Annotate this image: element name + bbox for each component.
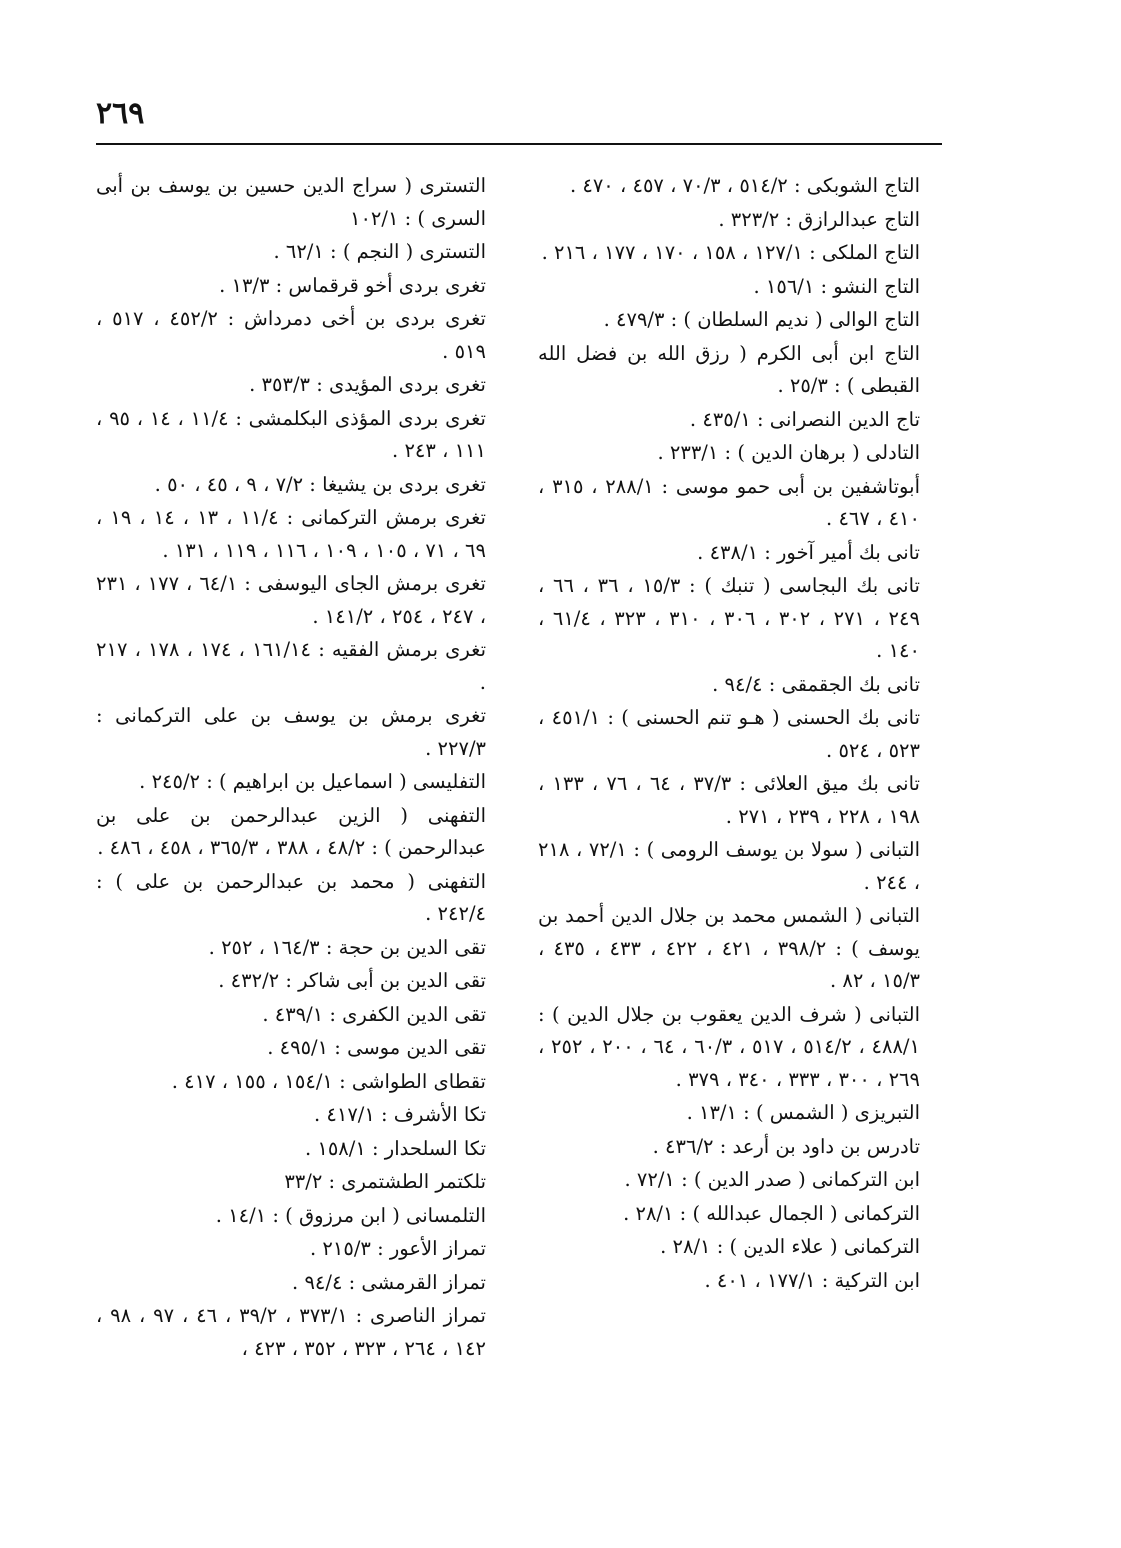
index-entry: تقى الدين بن حجة : ١٦٤/٣ ، ٢٥٢ . bbox=[208, 935, 486, 959]
index-entry: تمراز الأعور : ٢١٥/٣ . bbox=[310, 1237, 486, 1260]
index-entry: التبانى ( الشمس محمد بن جلال الدين أحمد بن يوسف ) : ٣٩٨/٢ ، ٤٢١ ، ٤٢٢ ، ٤٣٣ ، ٤٣٥ ، ١٥/٣ ، ٨٢ . bbox=[538, 904, 920, 992]
index-entry: تغرى برمش الجاى اليوسفى : ٦٤/١ ، ١٧٧ ، ٢٣١ ، ٢٤٧ ، ٢٥٤ ، ١٤١/٢ . bbox=[96, 572, 486, 628]
index-entry: التبريزى ( الشمس ) : ١٣/١ . bbox=[686, 1101, 920, 1124]
index-entry: تكا الأشرف : ٤١٧/١ . bbox=[313, 1103, 486, 1126]
index-entry: التركمانى ( الجمال عبدالله ) : ٢٨/١ . bbox=[623, 1201, 920, 1225]
index-entry: تادرس بن داود بن أرعد : ٤٣٦/٢ . bbox=[652, 1134, 920, 1158]
index-entry: أبوتاشفين بن أبى حمو موسى : ٢٨٨/١ ، ٣١٥ ، ٤١٠ ، ٤٦٧ . bbox=[538, 474, 920, 530]
index-entry: تغرى بردى أخو قرقماس : ١٣/٣ . bbox=[219, 273, 486, 297]
index-entry: التادلى ( برهان الدين ) : ٢٣٣/١ . bbox=[657, 441, 920, 464]
index-entry: التاج الشوبكى : ٥١٤/٢ ، ٧٠/٣ ، ٤٥٧ ، ٤٧٠ . bbox=[569, 174, 920, 197]
index-entry: تكا السلحدار : ١٥٨/١ . bbox=[304, 1136, 486, 1160]
index-entry: التلمسانى ( ابن مرزوق ) : ١٤/١ . bbox=[215, 1203, 486, 1227]
index-entry: التفهنى ( الزين عبدالرحمن بن على بن عبدالرحمن ) : ٤٨/٢ ، ٣٨٨ ، ٣٦٥/٣ ، ٤٥٨ ، ٤٨٦ . bbox=[96, 803, 486, 859]
index-entry: التاج الوالى ( نديم السلطان ) : ٤٧٩/٣ . bbox=[603, 308, 920, 331]
index-entry: تقى الدين بن أبى شاكر : ٤٣٢/٢ . bbox=[218, 969, 486, 992]
page-number: ٢٦٩ bbox=[96, 96, 145, 131]
index-entry: التاج الملكى : ١٢٧/١ ، ١٥٨ ، ١٧٠ ، ١٧٧ ، ٢١٦ . bbox=[541, 241, 920, 264]
index-entry: تانى بك الجقمقى : ٩٤/٤ . bbox=[712, 672, 920, 696]
index-entry: تمراز القرمشى : ٩٤/٤ . bbox=[292, 1270, 486, 1294]
index-entry: تغرى برمش الفقيه : ١٦١/١٤ ، ١٧٤ ، ١٧٨ ، ٢١٧ . bbox=[96, 638, 486, 694]
index-entry: تمراز الناصرى : ٣٧٣/١ ، ٣٩/٢ ، ٤٦ ، ٩٧ ، ٩٨ ، ١٤٢ ، ٢٦٤ ، ٣٢٣ ، ٣٥٢ ، ٤٢٣ ، bbox=[96, 1304, 486, 1360]
index-entry: التاج عبدالرازق : ٣٢٣/٢ . bbox=[718, 207, 920, 231]
index-entry: تغرى بردى بن أخى دمرداش : ٤٥٢/٢ ، ٥١٧ ، ٥١٩ . bbox=[96, 307, 486, 363]
index-entry: تغرى بردى المؤذى البكلمشى : ١١/٤ ، ١٤ ، ٩٥ ، ١١١ ، ٢٤٣ . bbox=[96, 406, 486, 462]
index-entry: تغرى برمش بن يوسف بن على التركمانى : ٢٢٧/٣ . bbox=[96, 704, 486, 760]
index-entry: التسترى ( النجم ) : ٦٢/١ . bbox=[273, 240, 486, 263]
index-entry: تانى بك الحسنى ( هـو تنم الحسنى ) : ٤٥١/١ ، ٥٢٣ ، ٥٢٤ . bbox=[538, 706, 920, 762]
index-entry: التاج ابن أبى الكرم ( رزق الله بن فضل الله القبطى ) : ٢٥/٣ . bbox=[538, 341, 920, 397]
index-entry: تقى الدين الكفرى : ٤٣٩/١ . bbox=[262, 1002, 486, 1026]
index-entry: التاج النشو : ١٥٦/١ . bbox=[753, 274, 920, 298]
index-entry: تانى بك ميق العلائى : ٣٧/٣ ، ٦٤ ، ٧٦ ، ١٣٣ ، ١٩٨ ، ٢٢٨ ، ٢٣٩ ، ٢٧١ . bbox=[538, 772, 920, 828]
index-entry: تقطاى الطواشى : ١٥٤/١ ، ١٥٥ ، ٤١٧ . bbox=[171, 1069, 486, 1093]
index-entry: تقى الدين موسى : ٤٩٥/١ . bbox=[267, 1036, 486, 1059]
index-entry: التركمانى ( علاء الدين ) : ٢٨/١ . bbox=[660, 1235, 920, 1258]
index-entry: ابن التركمانى ( صدر الدين ) : ٧٢/١ . bbox=[624, 1168, 920, 1191]
index-entry: التفليسى ( اسماعيل بن ابراهيم ) : ٢٤٥/٢ . bbox=[139, 770, 486, 793]
index-entry: ابن التركية : ١٧٧/١ ، ٤٠١ . bbox=[704, 1268, 920, 1292]
index-entry: تانى بك أمير آخور : ٤٣٨/١ . bbox=[697, 540, 920, 564]
index-entry: تغرى برمش التركمانى : ١١/٤ ، ١٣ ، ١٤ ، ١٩ ، ٦٩ ، ٧١ ، ١٠٥ ، ١٠٩ ، ١١٦ ، ١١٩ ، ١٣١ . bbox=[96, 506, 486, 562]
index-entry: التفهنى ( محمد بن عبدالرحمن بن على ) : ٢٤٢/٤ . bbox=[96, 869, 486, 925]
index-entry: تغرى بردى المؤيدى : ٣٥٣/٣ . bbox=[249, 373, 486, 396]
index-entry: تغرى بردى بن يشيغا : ٧/٢ ، ٩ ، ٤٥ ، ٥٠ . bbox=[154, 472, 486, 496]
index-entry: التبانى ( سولا بن يوسف الرومى ) : ٧٢/١ ، ٢١٨ ، ٢٤٤ . bbox=[538, 838, 920, 894]
index-column-left bbox=[96, 170, 486, 1366]
header-rule bbox=[96, 143, 942, 145]
index-entry: تاج الدين النصرانى : ٤٣٥/١ . bbox=[689, 407, 920, 431]
index-entry: التبانى ( شرف الدين يعقوب بن جلال الدين ) : ٤٨٨/١ ، ٥١٤/٢ ، ٥١٧ ، ٦٠/٣ ، ٦٤ ، ٢٠٠ ، ٢٥٢ ، ٢٦٩ ، ٣٠٠ ، ٣٣٣ ، ٣٤٠ ، ٣٧٩ . bbox=[538, 1002, 920, 1091]
index-column-right bbox=[538, 170, 920, 1298]
index-entry: تانى بك البجاسى ( تنبك ) : ١٥/٣ ، ٣٦ ، ٦٦ ، ٢٤٩ ، ٢٧١ ، ٣٠٢ ، ٣٠٦ ، ٣١٠ ، ٣٢٣ ، ٦١/٤ ، ١٤٠ . bbox=[538, 574, 920, 662]
index-entry: تلكتمر الطشتمرى : ٣٣/٢ bbox=[284, 1170, 486, 1193]
index-entry: التسترى ( سراج الدين حسين بن يوسف بن أبى السرى ) : ١٠٢/١ bbox=[96, 174, 486, 230]
